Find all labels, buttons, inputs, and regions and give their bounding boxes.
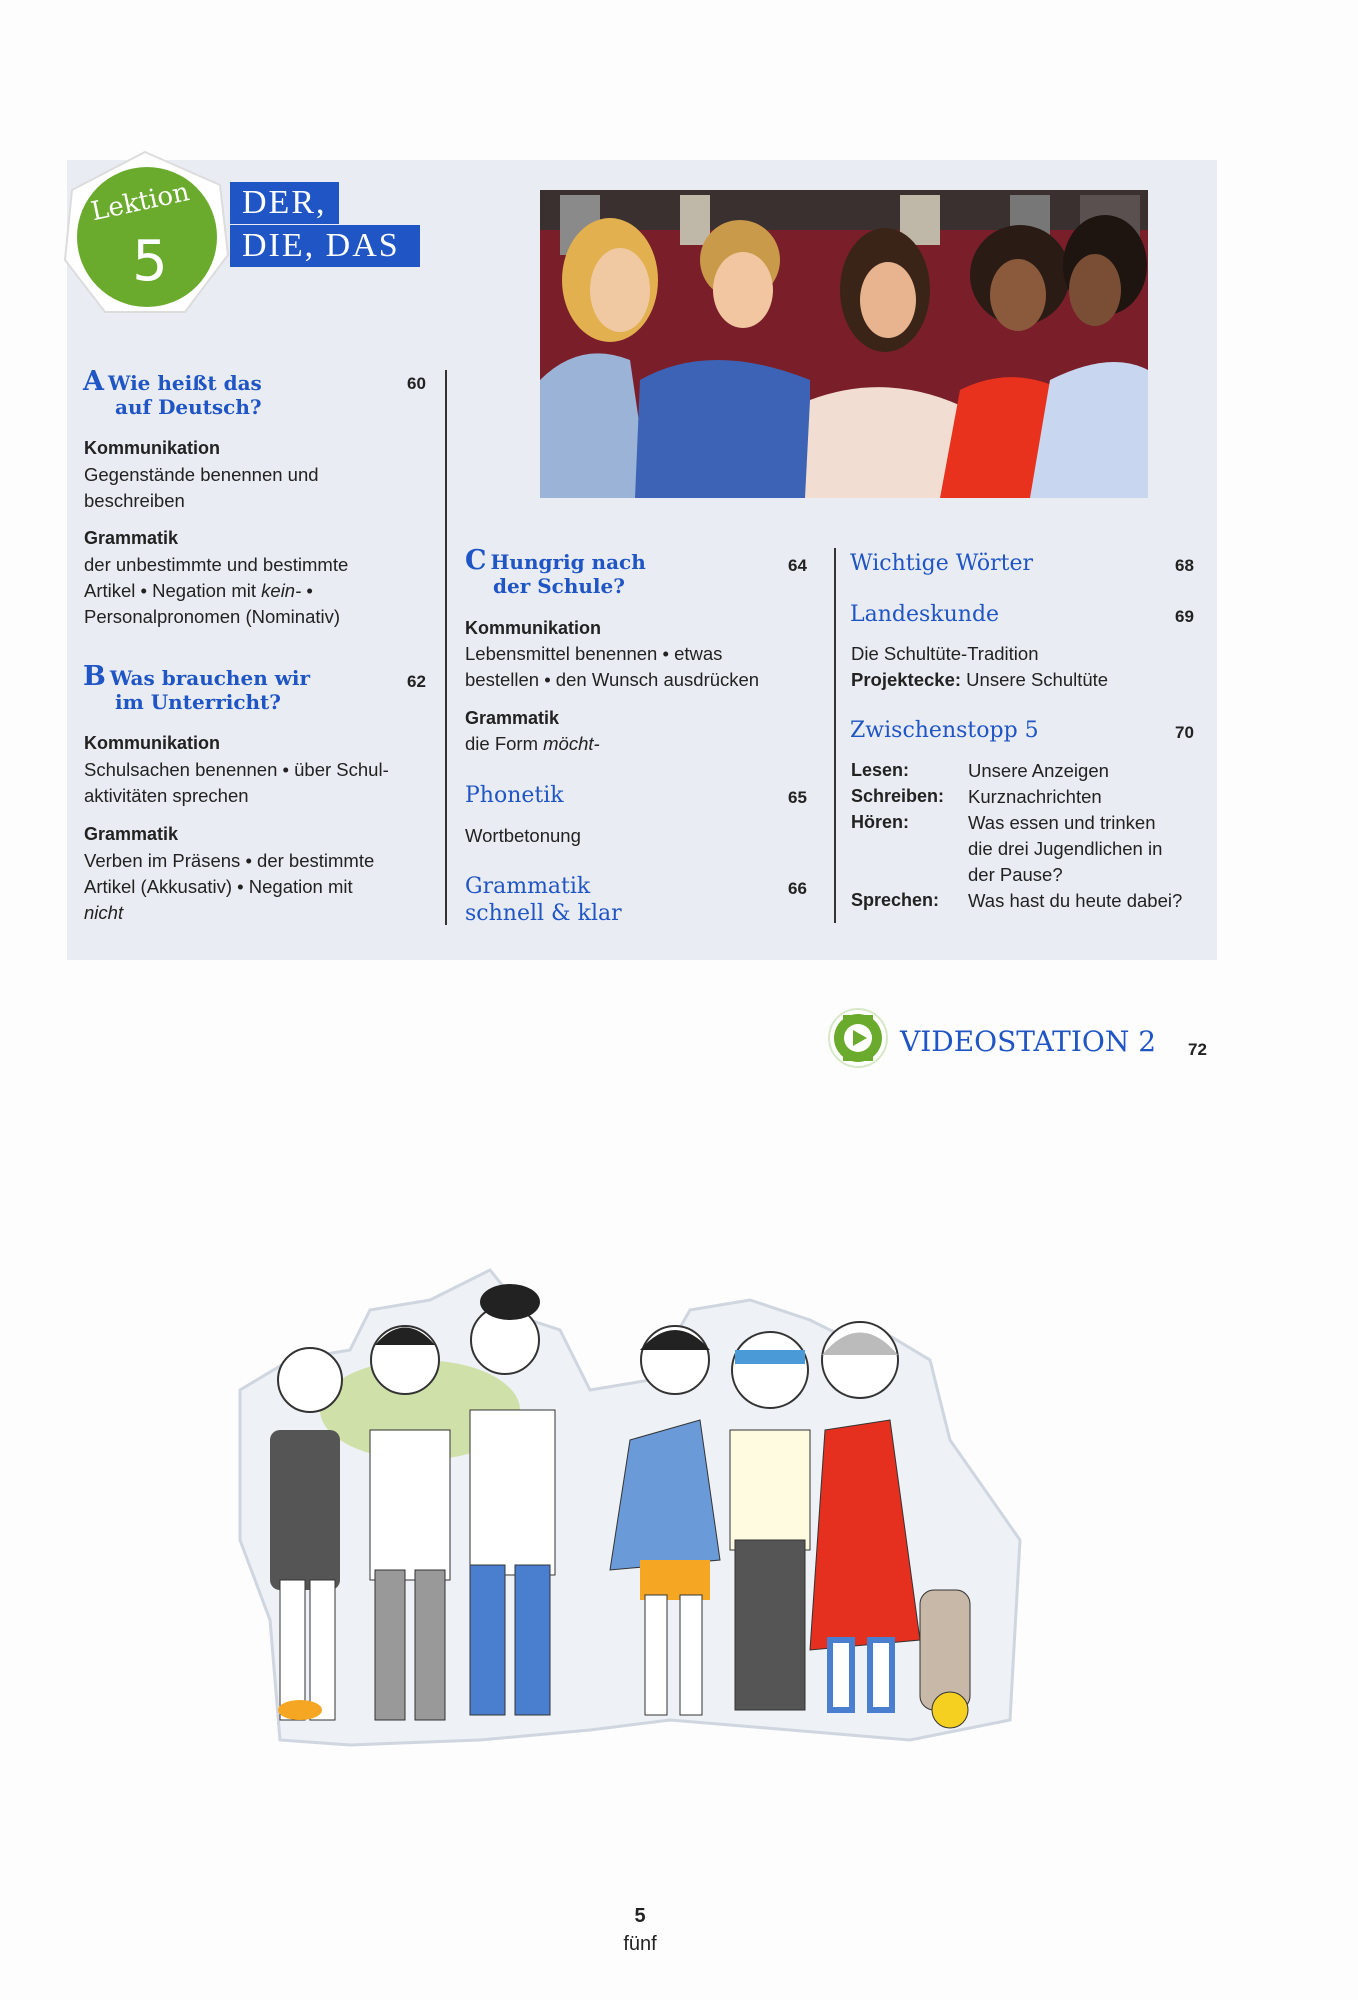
grammatik-kurz-page: 66 [788, 879, 807, 898]
zwischenstopp-title[interactable]: Zwischenstopp 5 [850, 718, 1039, 743]
section-b-kommunikation-line: Schulsachen benennen • über Schul- [84, 759, 389, 780]
section-a-title-line1: Wie heißt das [107, 371, 262, 395]
section-b-grammatik-line: Verben im Präsens • der bestimmte [84, 850, 375, 871]
section-b-grammatik-emphasis: nicht [84, 902, 124, 923]
section-c-kommunikation-label: Kommunikation [465, 618, 602, 638]
section-a-grammatik-line: der unbestimmte und bestimmte [84, 554, 349, 575]
section-a-page: 60 [407, 374, 426, 393]
section-c-page: 64 [788, 556, 807, 575]
landeskunde-projektecke-text: Unsere Schultüte [961, 669, 1109, 690]
section-c-kommunikation-text [465, 641, 759, 693]
zwischenstopp-row-label: Sprechen: [851, 890, 940, 910]
section-c-title[interactable] [465, 545, 646, 598]
section-a-kommunikation-line: beschreiben [84, 490, 185, 511]
phonetik-title[interactable]: Phonetik [465, 783, 564, 808]
zwischenstopp-row-text: Was hast du heute dabei? [968, 890, 1183, 911]
section-c-kommunikation-line: bestellen • den Wunsch ausdrücken [465, 669, 760, 690]
zwischenstopp-page: 70 [1175, 723, 1194, 742]
grammatik-kurz-title-line1: Grammatik [465, 874, 591, 899]
section-c-kommunikation-line: Lebensmittel benennen • etwas [465, 643, 723, 664]
landeskunde-title[interactable]: Landeskunde [850, 602, 1000, 627]
section-a-grammatik-text [84, 552, 348, 630]
section-c-grammatik-label: Grammatik [465, 708, 560, 728]
section-a-grammatik-line: Personalpronomen (Nominativ) [84, 606, 341, 627]
section-c-title-line1: Hungrig nach [490, 550, 646, 574]
students-photo [540, 190, 1148, 498]
lesson-title-line2: DIE, DAS [230, 225, 420, 267]
lesson-badge [60, 150, 230, 320]
landeskunde-page: 69 [1175, 607, 1194, 626]
lesson-title-line1: DER, [230, 182, 339, 224]
section-b-page: 62 [407, 672, 426, 691]
zwischenstopp-row-text: Was essen und trinken [968, 812, 1156, 833]
section-c-grammatik-text [465, 731, 600, 757]
section-b-title[interactable] [83, 661, 311, 714]
woerter-title[interactable]: Wichtige Wörter [850, 551, 1033, 576]
grammatik-kurz-title-line2: schnell & klar [465, 901, 622, 926]
section-b-letter: B [83, 661, 106, 692]
zwischenstopp-row-label: Lesen: [851, 760, 910, 780]
landeskunde-text [851, 641, 1108, 693]
section-a-kommunikation-text [84, 462, 319, 514]
zwischenstopp-row-text: Kurznachrichten [968, 786, 1102, 807]
section-b-grammatik-label: Grammatik [84, 824, 179, 844]
section-b-kommunikation-text [84, 757, 389, 809]
column-divider-2 [834, 548, 836, 923]
section-a-grammatik-label: Grammatik [84, 528, 179, 548]
video-play-icon[interactable] [827, 1007, 889, 1069]
zwischenstopp-row-label: Hören: [851, 812, 909, 832]
section-b-title-line1: Was brauchen wir [109, 666, 311, 690]
phonetik-text: Wortbetonung [465, 825, 581, 846]
section-c-letter: C [465, 545, 487, 576]
section-a-kommunikation-line: Gegenstände benennen und [84, 464, 319, 485]
section-a-title-line2: auf Deutsch? [115, 395, 262, 419]
page-number-word: fünf [623, 1933, 657, 1955]
woerter-page: 68 [1175, 556, 1194, 575]
cartoon-students-illustration [230, 1240, 1050, 1760]
section-b-kommunikation-line: aktivitäten sprechen [84, 785, 249, 806]
section-a-grammatik-line: Artikel • Negation mit [84, 580, 262, 601]
landeskunde-projektecke-label: Projektecke: [851, 669, 962, 690]
section-a-title[interactable] [83, 366, 262, 419]
grammatik-kurz-title[interactable] [465, 873, 622, 927]
section-a-kommunikation-label: Kommunikation [84, 438, 221, 458]
section-a-grammatik-bullet: • [301, 580, 313, 601]
section-a-letter: A [83, 366, 104, 397]
lesson-label: Lektion [88, 177, 193, 228]
zwischenstopp-row-label: Schreiben: [851, 786, 945, 806]
videostation-page: 72 [1188, 1040, 1207, 1059]
section-b-kommunikation-label: Kommunikation [84, 733, 221, 753]
section-c-grammatik-line: die Form [465, 733, 544, 754]
zwischenstopp-row-text: die drei Jugendlichen in [968, 838, 1163, 859]
videostation-title[interactable]: VIDEOSTATION 2 [900, 1025, 1157, 1058]
section-b-grammatik-line: Artikel (Akkusativ) • Negation mit [84, 876, 353, 897]
section-c-grammatik-emphasis: möcht- [543, 733, 600, 754]
section-c-title-line2: der Schule? [493, 574, 625, 598]
section-a-grammatik-emphasis: kein- [261, 580, 302, 601]
page-number: 5 [634, 1905, 646, 1927]
section-b-title-line2: im Unterricht? [115, 690, 282, 714]
landeskunde-line: Die Schultüte-Tradition [851, 643, 1039, 664]
zwischenstopp-row-text: der Pause? [968, 864, 1063, 885]
section-b-grammatik-text [84, 848, 374, 926]
phonetik-page: 65 [788, 788, 807, 807]
lesson-number: 5 [132, 229, 168, 294]
zwischenstopp-row-text: Unsere Anzeigen [968, 760, 1109, 781]
column-divider-1 [445, 370, 447, 925]
